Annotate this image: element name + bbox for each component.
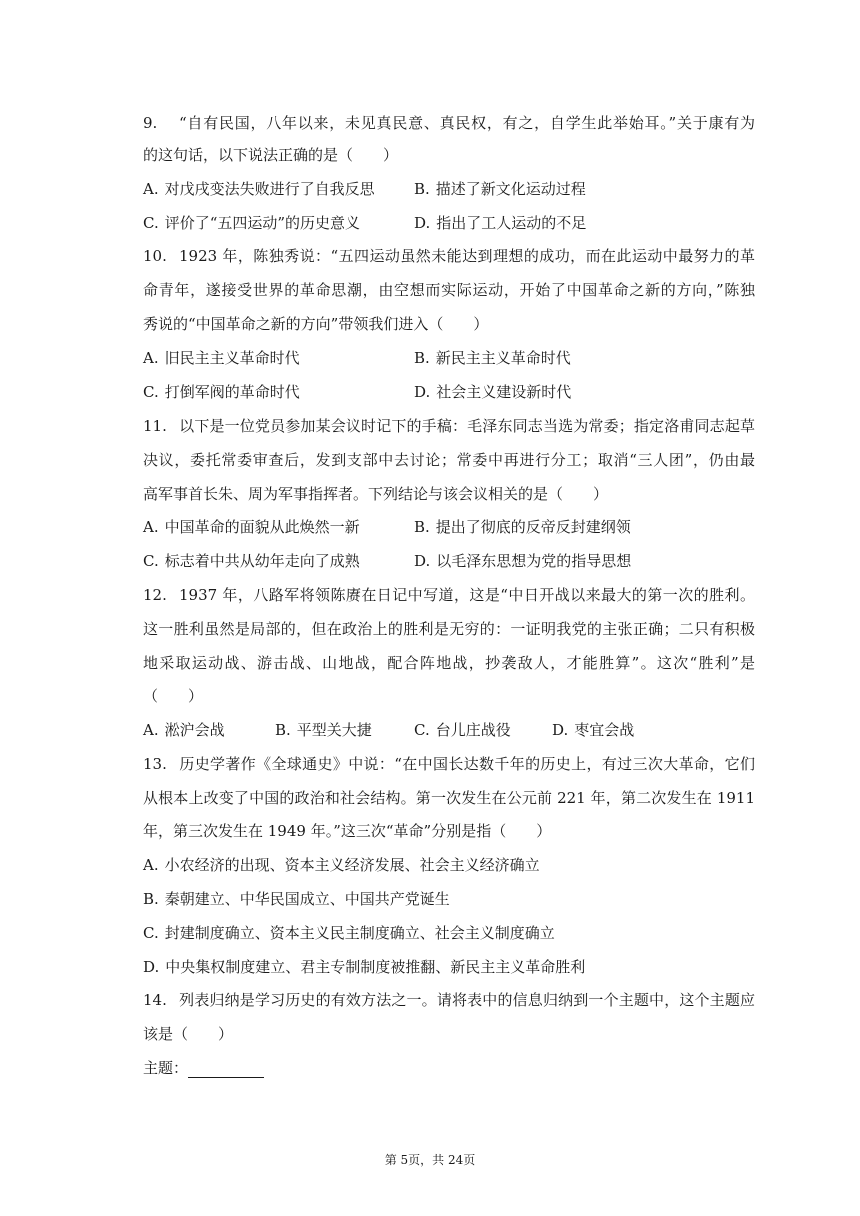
question-13-text: 历史学著作《全球通史》中说：“在中国长达数千年的历史上，有过三次大革命，它们 (179, 755, 755, 773)
question-13-line-1 (143, 754, 755, 774)
question-12-line-1 (143, 585, 755, 605)
question-10-line-1 (143, 246, 755, 266)
question-13-line-2: 从根本上改变了中国的政治和社会结构。第一次发生在公元前 221 年，第二次发生在 1911 (143, 789, 755, 807)
question-11-option-d[interactable]: D. 以毛泽东思想为党的指导思想 (414, 552, 632, 570)
question-9-option-b[interactable]: B. 描述了新文化运动过程 (414, 180, 586, 198)
question-10-line-2: 命青年，遂接受世界的革命思潮，由空想而实际运动，开始了中国革命之新的方向，”陈独 (143, 281, 755, 299)
question-10-option-d[interactable]: D. 社会主义建设新时代 (414, 383, 572, 401)
question-14-line-1 (143, 990, 755, 1010)
question-11-number: 11. (143, 417, 167, 435)
question-13-option-d[interactable]: D. 中央集权制度建立、君主专制制度被推翻、新民主主义革命胜利 (143, 958, 586, 976)
question-11-line-1 (143, 416, 755, 436)
question-9-option-a[interactable]: A. 对戊戌变法失败进行了自我反思 (143, 180, 375, 198)
question-14-number: 14. (143, 991, 167, 1009)
question-14-topic-row (143, 1058, 755, 1078)
question-12-option-a[interactable]: A. 淞沪会战 (143, 721, 225, 739)
question-9-option-d[interactable]: D. 指出了工人运动的不足 (414, 214, 587, 232)
question-11-line-2: 决议，委托常委审查后，发到支部中去讨论；常委中再进行分工；取消“三人团”，仍由最 (143, 451, 755, 469)
question-10-option-b[interactable]: B. 新民主主义革命时代 (414, 349, 571, 367)
question-9-text: “自有民国，八年以来，未见真民意、真民权，有之，自学生此举始耳。”关于康有为 (179, 114, 755, 132)
question-11-option-c[interactable]: C. 标志着中共从幼年走向了成熟 (143, 552, 360, 570)
topic-label: 主题： (143, 1059, 189, 1077)
question-13-option-a[interactable]: A. 小农经济的出现、资本主义经济发展、社会主义经济确立 (143, 856, 540, 874)
question-13-line-3: 年，第三次发生在 1949 年。”这三次“革命”分别是指（ ） (143, 822, 552, 840)
question-12-line-3: 地采取运动战、游击战、山地战，配合阵地战，抄袭敌人，才能胜算”。这次“胜利”是 (143, 654, 755, 672)
question-9-line-1 (143, 113, 755, 133)
question-12-number: 12. (143, 586, 167, 604)
question-12-line-4: （ ） (143, 687, 204, 705)
topic-blank-field[interactable] (188, 1061, 264, 1078)
question-14-line-2: 该是（ ） (143, 1025, 234, 1043)
question-9-line-2: 的这句话，以下说法正确的是（ ） (143, 146, 399, 164)
page-footer: 第 5页，共 24页 (384, 1153, 476, 1167)
question-10-text: 1923 年，陈独秀说：“五四运动虽然未能达到理想的成功，而在此运动中最努力的革 (179, 247, 755, 265)
question-12-option-d[interactable]: D. 枣宜会战 (552, 721, 635, 739)
question-14-text: 列表归纳是学习历史的有效方法之一。请将表中的信息归纳到一个主题中，这个主题应 (179, 991, 755, 1009)
question-9-option-c[interactable]: C. 评价了“五四运动”的历史意义 (143, 214, 361, 232)
question-9-number: 9. (143, 114, 158, 132)
question-10-option-a[interactable]: A. 旧民主主义革命时代 (143, 349, 300, 367)
question-12-line-2: 这一胜利虽然是局部的，但在政治上的胜利是无穷的：一证明我党的主张正确；二只有积极 (143, 620, 755, 638)
question-10-option-c[interactable]: C. 打倒军阀的革命时代 (143, 383, 300, 401)
question-12-text: 1937 年，八路军将领陈赓在日记中写道，这是“中日开战以来最大的第一次的胜利。 (179, 586, 755, 604)
question-13-option-c[interactable]: C. 封建制度确立、资本主义民主制度确立、社会主义制度确立 (143, 924, 555, 942)
question-12-option-b[interactable]: B. 平型关大捷 (275, 721, 372, 739)
question-11-text: 以下是一位党员参加某会议时记下的手稿：毛泽东同志当选为常委；指定洛甫同志起草 (179, 417, 755, 435)
question-13-number: 13. (143, 755, 167, 773)
question-12-option-c[interactable]: C. 台儿庄战役 (414, 721, 511, 739)
question-13-option-b[interactable]: B. 秦朝建立、中华民国成立、中国共产党诞生 (143, 890, 450, 908)
question-10-line-3: 秀说的“中国革命之新的方向”带领我们进入（ ） (143, 315, 489, 333)
question-11-option-a[interactable]: A. 中国革命的面貌从此焕然一新 (143, 518, 360, 536)
question-11-line-3: 高军事首长朱、周为军事指挥者。下列结论与该会议相关的是（ ） (143, 485, 609, 503)
question-10-number: 10. (143, 247, 167, 265)
question-11-option-b[interactable]: B. 提出了彻底的反帝反封建纲领 (414, 518, 631, 536)
